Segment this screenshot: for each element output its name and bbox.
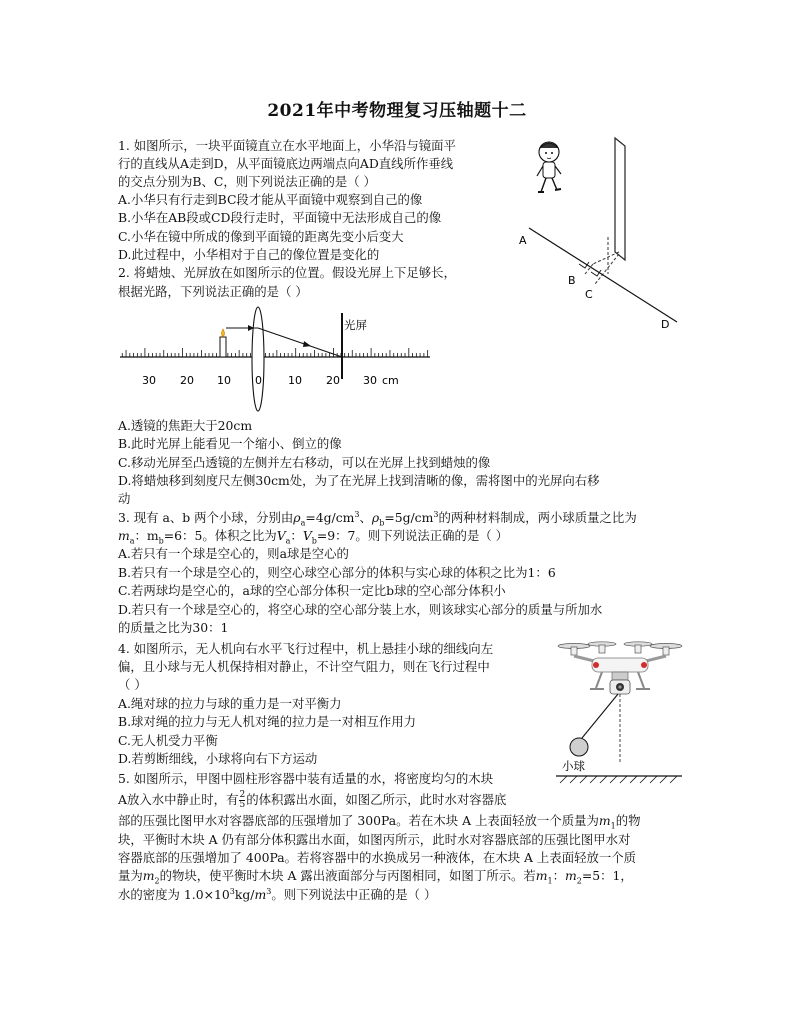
q1-stem-line: 行的直线从A走到D，从平面镜底边两端点向AD直线所作垂线 [118,156,454,171]
q1-option-c: C.小华在镜中所成的像到平面镜的距离先变小后变大 [118,229,404,244]
subscript: 1 [547,876,553,886]
ray-arrow [303,341,311,347]
text-run: 水的密度为 1.0×10 [118,887,230,902]
q4-option-a: A.绳对球的拉力与球的重力是一对平衡力 [118,696,342,711]
q2-option-d-cont: 动 [118,491,131,506]
text-run: 、 [359,510,372,525]
q2-option-d: D.将蜡烛移到刻度尺左侧30cm处，为了在光屏上找到清晰的像，需将图中的光屏向右移 [118,473,600,488]
perpendicular-c [595,254,619,284]
text-run: ： [290,528,303,543]
string-line [582,694,618,738]
fraction-numerator: 2 [239,790,246,800]
q2-option-b: B.此时光屏上能看见一个缩小、倒立的像 [118,436,342,451]
subscript: b [158,536,164,546]
tick-label: 10 [217,374,231,387]
q5-stem-line: 容器底部的压强增加了 400Pa。若将容器中的水换成另一种液体，在木块 A 上表面轻放一个质 [118,850,637,865]
label-d: D [661,318,670,331]
mass-symbol: m [118,528,130,543]
q4-stem-line: （ ） [118,677,147,692]
path-line-ad [529,228,677,322]
rho-symbol: ρ [293,510,301,525]
q4-option-b: B.球对绳的拉力与无人机对绳的拉力是一对相互作用力 [118,714,417,729]
tick-label: 30 [363,374,377,387]
ground-hatch [560,776,677,783]
superscript: 3 [229,886,235,896]
text-run: =4g/cm [305,510,355,525]
q2-option-a: A.透镜的焦距大于20cm [118,418,253,433]
q1-option-b: B.小华在AB段或CD段行走时，平面镜中无法形成自己的像 [118,210,442,225]
subscript: a [285,536,291,546]
q5-stem-line [118,789,506,811]
q2-stem-line: 根据光路，下列说法正确的是（ ） [118,284,308,299]
label-c: C [585,288,593,301]
q4-stem-line: 4. 如图所示，无人机向右水平飞行过程中，机上悬挂小球的细线向左 [118,641,494,656]
q2-optics-figure [118,305,436,413]
tick-label: 30 [142,374,156,387]
q3-option-d-cont: 的质量之比为30：1 [118,620,229,635]
text-run: 部的压强比图甲水对容器底部的压强增加了 300Pa。若在木块 A 上表面轻放一个质量为 [118,813,599,828]
fraction [239,791,245,810]
tick-label: 20 [180,374,194,387]
mass-symbol: m [535,868,548,883]
text-run: ：m [134,528,159,543]
q1-mirror-figure [515,132,705,340]
q4-stem-line: 偏，且小球与无人机保持相对静止，不计空气阻力，则在飞行过程中 [118,659,490,674]
tick-label: 0 [255,374,262,387]
candle-icon [220,337,226,357]
fraction-denominator: 5 [239,800,246,810]
q3-stem-line [118,528,678,544]
rho-symbol: ρ [371,510,380,525]
text-run: =9：7。则下列说法正确的是（ ） [316,528,509,543]
q4-option-d: D.若剪断细线，小球将向右下方运动 [118,751,318,766]
subscript: b [311,536,317,546]
subscript: 2 [576,876,582,886]
q3-stem-line [118,510,678,526]
q5-stem-line: 块，平衡时木块 A 仍有部分体积露出水面，如图丙所示，此时水对容器底部的压强比图甲水对 [118,832,631,847]
ruler-ticks [122,348,427,357]
volume-symbol: V [302,528,312,543]
q4-drone-figure [556,636,684,786]
tick-label: 20 [326,374,340,387]
mass-symbol: m [142,868,155,883]
unit-symbol: m [254,887,267,902]
q5-stem-line [118,887,678,903]
text-run: 的体积露出水面，如图乙所示，此时水对容器底 [246,792,507,807]
text-run: 。则下列说法中正确的是（ ） [271,887,437,902]
q1-stem-line: 的交点分别为B、C，则下列说法正确的是（ ） [118,174,376,189]
subscript: 1 [610,821,616,831]
text-run: 的物 [615,813,641,828]
superscript: 3 [266,886,272,896]
drone-icon [558,642,682,694]
text-run: =6：5。体积之比为 [163,528,277,543]
mirror-shape [615,138,625,260]
mirror-base-dash [593,252,619,264]
ball-icon [570,738,588,756]
q2-stem-line: 2. 将蜡烛、光屏放在如图所示的位置。假设光屏上下足够长， [118,265,456,280]
text-run: 的物块，使平衡时木块 A 露出液面部分与丙图相同，如图丁所示。若 [159,868,536,883]
q3-option-a: A.若只有一个球是空心的，则a球是空心的 [118,546,349,561]
screen-label: 光屏 [344,318,367,332]
q1-option-a: A.小华只有行走到BC段才能从平面镜中观察到自己的像 [118,192,423,207]
text-run: =5g/cm [384,510,434,525]
volume-symbol: V [276,528,286,543]
refracted-ray [258,328,342,357]
text-run: ： [552,868,566,883]
flame-icon [222,329,225,337]
q3-option-b: B.若只有一个球是空心的，则空心球空心部分的体积与实心球的体积之比为1：6 [118,565,556,580]
label-a: A [519,234,527,247]
text-run: =5：1， [581,868,633,883]
q3-option-c: C.若两球均是空心的，a球的空心部分体积一定比b球的空心部分体积小 [118,583,506,598]
page-title: 2021年中考物理复习压轴题十二 [267,101,527,121]
text-run: A放入水中静止时，有 [118,792,239,807]
q1-stem-line: 1. 如图所示，一块平面镜直立在水平地面上，小华沿与镜面平 [118,138,456,153]
subscript: 2 [154,876,160,886]
mass-symbol: m [598,813,611,828]
q1-option-d: D.此过程中，小华相对于自己的像位置是变化的 [118,247,380,262]
text-run: 量为 [118,868,143,883]
label-b: B [568,274,576,287]
mass-symbol: m [565,868,577,883]
subscript: b [379,518,385,528]
text-run: 的两种材料制成，两小球质量之比为 [438,510,637,525]
unit-label: cm [382,374,399,387]
person-icon [537,142,561,192]
subscript: a [300,518,306,528]
q4-option-c: C.无人机受力平衡 [118,733,218,748]
q5-stem-line: 5. 如图所示，甲图中圆柱形容器中装有适量的水，将密度均匀的木块 [118,771,494,786]
q2-option-c: C.移动光屏至凸透镜的左侧并左右移动，可以在光屏上找到蜡烛的像 [118,455,491,470]
subscript: a [129,536,135,546]
q3-option-d: D.若只有一个球是空心的，将空心球的空心部分装上水，则该球实心部分的质量与所加水 [118,602,603,617]
q5-stem-line [118,813,678,829]
text-run: kg/ [234,887,255,902]
tick-label: 10 [288,374,302,387]
convex-lens [252,307,264,411]
superscript: 3 [354,509,360,519]
superscript: 3 [433,509,439,519]
q5-stem-line [118,868,678,884]
text-run: 3. 现有 a、b 两个小球，分别由 [118,510,294,525]
ball-label: 小球 [562,759,585,773]
